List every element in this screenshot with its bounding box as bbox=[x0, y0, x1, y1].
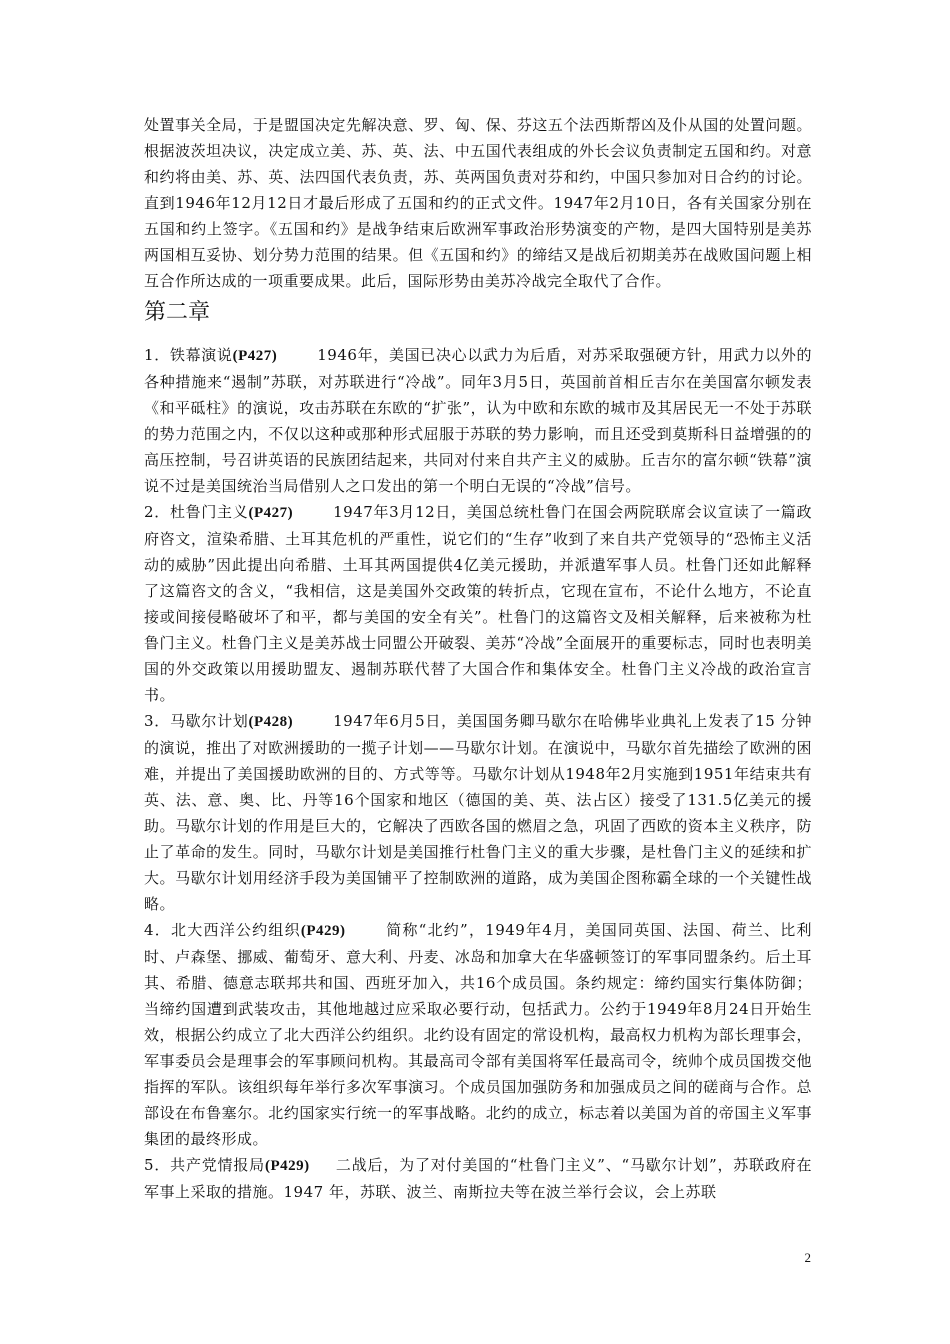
document-body bbox=[144, 112, 812, 1205]
entry-nato bbox=[144, 917, 812, 1152]
entry-text: 1947年6月5日，美国国务卿马歇尔在哈佛毕业典礼上发表了15 分钟的演说，推出了对欧洲援助的一揽子计划——马歇尔计划。在演说中，马歇尔首先描绘了欧洲的困难，并提出了美国援助欧洲的目的、方式等等。马歇尔计划从1948年2月实施到1951年结束共有英、法、意、奥、比、丹等16个国家和地区（德国的美、英、法占区）接受了131.5亿美元的援助。马歇尔计划的作用是巨大的，它解决了西欧各国的燃眉之急，巩固了西欧的资本主义秩序，防止了革命的发生。同时，马歇尔计划是美国推行杜鲁门主义的重大步骤，是杜鲁门主义的延续和扩大。马歇尔计划用经济手段为美国铺平了控制欧洲的道路，成为美国企图称霸全球的一个关键性战略。 bbox=[144, 712, 812, 913]
entry-page-ref: (P427) bbox=[232, 348, 278, 364]
entry-page-ref: (P428) bbox=[248, 714, 294, 730]
entry-page-ref: (P429) bbox=[264, 1158, 310, 1174]
entry-term: 4．北大西洋公约组织 bbox=[144, 921, 301, 939]
entry-text: 1946年，美国已决心以武力为后盾，对苏采取强硬方针，用武力以外的各种措施来“遏制”苏联，对苏联进行“冷战”。同年3月5日，英国前首相丘吉尔在美国富尔顿发表《和平砥柱》的演说，攻击苏联在东欧的“扩张”，认为中欧和东欧的城市及其居民无一不处于苏联的势力范围之内，不仅以这种或那种形式屈服于苏联的势力影响，而且还受到莫斯科日益增强的的高压控制，号召讲英语的民族团结起来，共同对付来自共产主义的威胁。丘吉尔的富尔顿“铁幕”演说不过是美国统治当局借别人之口发出的第一个明白无误的“冷战”信号。 bbox=[144, 346, 812, 495]
entry-term: 1．铁幕演说 bbox=[144, 346, 233, 364]
entry-cominform bbox=[144, 1152, 812, 1205]
entry-iron-curtain bbox=[144, 342, 812, 499]
entry-term: 3．马歇尔计划 bbox=[144, 712, 249, 730]
entry-page-ref: (P429) bbox=[300, 923, 346, 939]
entry-marshall-plan bbox=[144, 708, 812, 917]
entry-truman-doctrine bbox=[144, 499, 812, 708]
entry-term: 2．杜鲁门主义 bbox=[144, 503, 249, 521]
entry-page-ref: (P427) bbox=[248, 505, 294, 521]
page-number: 2 bbox=[804, 1250, 811, 1265]
chapter-title: 第二章 bbox=[144, 300, 211, 325]
entry-text: 1947年3月12日，美国总统杜鲁门在国会两院联席会议宣读了一篇政府咨文，渲染希腊、土耳其危机的严重性，说它们的“生存”收到了来自共产党领导的“恐怖主义活动的威胁”因此提出向希腊、土耳其两国提供4亿美元援助，并派遣军事人员。杜鲁门还如此解释了这篇咨文的含义，“我相信，这是美国外交政策的转折点，它现在宣布，不论什么地方，不论直接或间接侵略破坏了和平，都与美国的安全有关”。杜鲁门的这篇咨文及相关解释，后来被称为杜鲁门主义。杜鲁门主义是美苏战士同盟公开破裂、美苏“冷战”全面展开的重要标志，同时也表明美国的外交政策以用援助盟友、遏制苏联代替了大国合作和集体安全。杜鲁门主义冷战的政治宣言书。 bbox=[144, 503, 813, 704]
intro-paragraph: 处置事关全局，于是盟国决定先解决意、罗、匈、保、芬这五个法西斯帮凶及仆从国的处置问题。根据波茨坦决议，决定成立美、苏、英、法、中五国代表组成的外长会议负责制定五国和约。对意和约将由美、苏、英、法四国代表负责，苏、英两国负责对芬和约，中国只参加对日合约的讨论。直到1946年12月12日才最后形成了五国和约的正式文件。1947年2月10日，各有关国家分别在五国和约上签字。《五国和约》是战争结束后欧洲军事政治形势演变的产物，是四大国特别是美苏两国相互妥协、划分势力范围的结果。但《五国和约》的缔结又是战后初期美苏在战败国问题上相互合作所达成的一项重要成果。此后，国际形势由美苏冷战完全取代了合作。 bbox=[144, 116, 812, 290]
entry-text: 简称“北约”，1949年4月，美国同英国、法国、荷兰、比利时、卢森堡、挪威、葡萄牙、意大利、丹麦、冰岛和加拿大在华盛顿签订的军事同盟条约。后土耳其、希腊、德意志联邦共和国、西班牙加入，共16个成员国。条约规定：缔约国实行集体防御；当缔约国遭到武装攻击，其他地越过应采取必要行动，包括武力。公约于1949年8月24日开始生效，根据公约成立了北大西洋公约组织。北约设有固定的常设机构，最高权力机构为部长理事会，军事委员会是理事会的军事顾问机构。其最高司令部有美国将军任最高司令，统帅个成员国拨交他指挥的军队。该组织每年举行多次军事演习。个成员国加强防务和加强成员之间的磋商与合作。总部设在布鲁塞尔。北约国家实行统一的军事战略。北约的成立，标志着以美国为首的帝国主义军事集团的最终形成。 bbox=[144, 921, 813, 1148]
entry-term: 5．共产党情报局 bbox=[144, 1156, 265, 1174]
entry-text: 二战后，为了对付美国的“杜鲁门主义”、“马歇尔计划”，苏联政府在军事上采取的措施。1947 年，苏联、波兰、南斯拉夫等在波兰举行会议，会上苏联 bbox=[144, 1156, 812, 1201]
